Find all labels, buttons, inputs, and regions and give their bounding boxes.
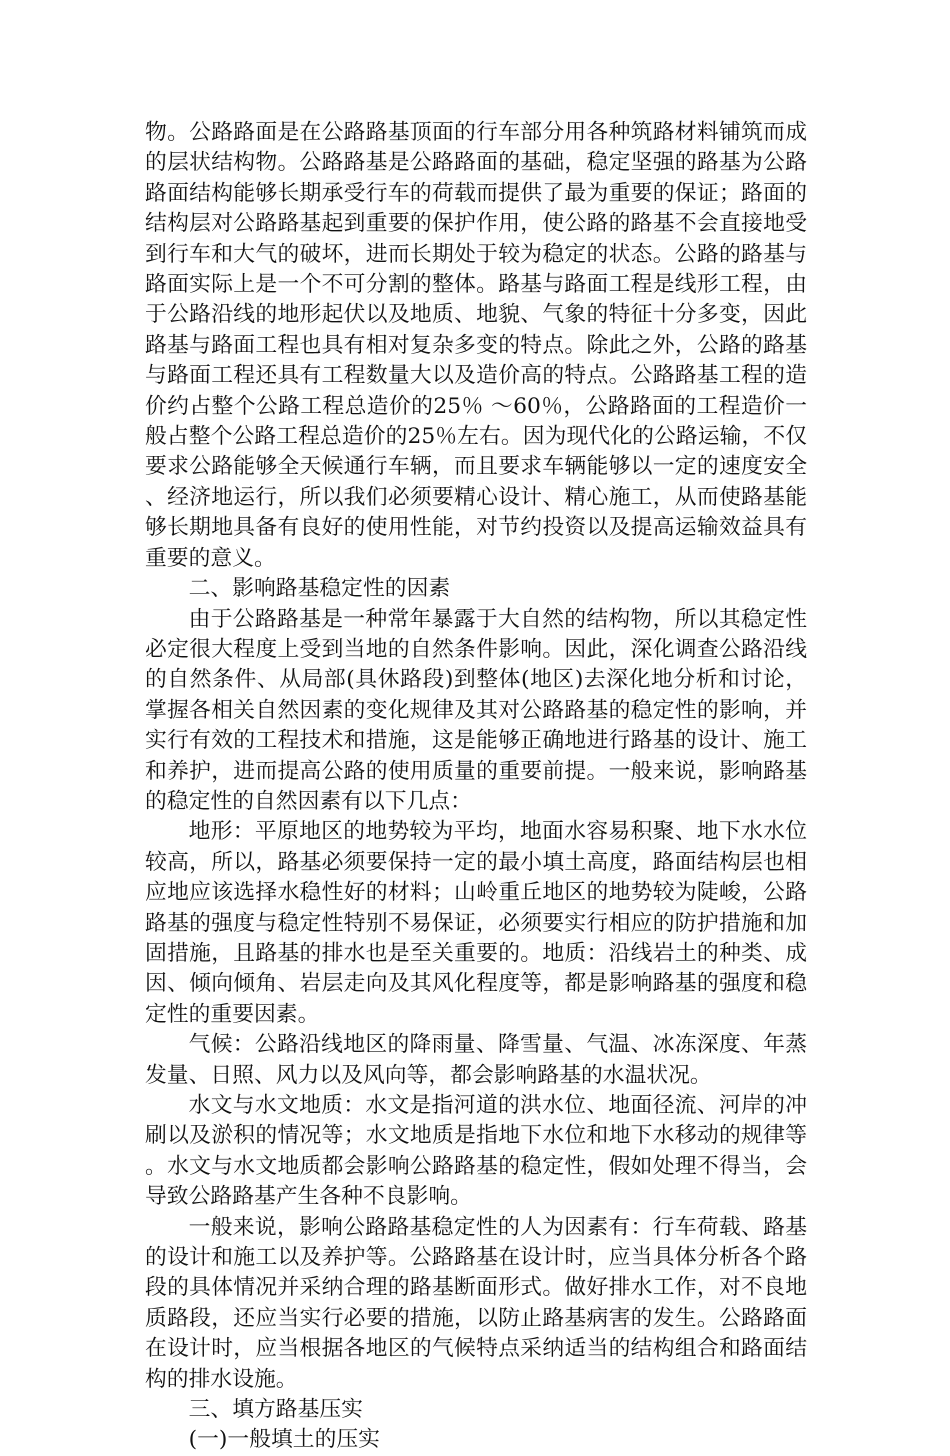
- section-heading-fill-compaction: 三、填方路基压实: [188, 1397, 363, 1423]
- paragraph-climate: 气候：公路沿线地区的降雨量、降雪量、气温、冰冻深度、年蒸发量、日照、风力以及风向等，都会影响路基的水温状况。: [145, 1032, 807, 1088]
- paragraph-hydrology: 水文与水文地质：水文是指河道的洪水位、地面径流、河岸的冲刷以及淤积的情况等；水文地质是指地下水位和地下水移动的规律等。水文与水文地质都会影响公路路基的稳定性，假如处理不得当，会导致公路路基产生各种不良影响。: [145, 1093, 807, 1210]
- paragraph-intro: 物。公路路面是在公路路基顶面的行车部分用各种筑路材料铺筑而成的层状结构物。公路路基是公路路面的基础，稳定坚强的路基为公路路面结构能够长期承受行车的荷载而提供了最为重要的保证；路面的结构层对公路路基起到重要的保护作用，使公路的路基不会直接地受到行车和大气的破坏，进而长期处于较为稳定的状态。公路的路基与路面实际上是一个不可分割的整体。路基与路面工程是线形工程，由于公路沿线的地形起伏以及地质、地貌、气象的特征十分多变，因此路基与路面工程也具有相对复杂多变的特点。除此之外，公路的路基与路面工程还具有工程数量大以及造价高的特点。公路路基工程的造价约占整个公路工程总造价的25％ ～60％，公路路面的工程造价一般占整个公路工程总造价的25％左右。因为现代化的公路运输，不仅要求公路能够全天候通行车辆，而且要求车辆能够以一定的速度安全、经济地运行，所以我们必须要精心设计、精心施工，从而使路基能够长期地具备有良好的使用性能，对节约投资以及提高运输效益具有重要的意义。: [145, 120, 807, 571]
- subsection-heading-general-fill: (一)一般填土的压实: [188, 1427, 380, 1453]
- paragraph-terrain-geology: 地形：平原地区的地势较为平均，地面水容易积聚、地下水水位较高，所以，路基必须要保持一定的最小填土高度，路面结构层也相应地应该选择水稳性好的材料；山岭重丘地区的地势较为陡峻，公路路基的强度与稳定性特别不易保证，必须要实行相应的防护措施和加固措施，且路基的排水也是至关重要的。地质：沿线岩土的种类、成因、倾向倾角、岩层走向及其风化程度等，都是影响路基的强度和稳定性的重要因素。: [145, 819, 807, 1027]
- document-page: [145, 118, 807, 1456]
- paragraph-human-factors: 一般来说，影响公路路基稳定性的人为因素有：行车荷载、路基的设计和施工以及养护等。公路路基在设计时，应当具体分析各个路段的具体情况并采纳合理的路基断面形式。做好排水工作，对不良地质路段，还应当实行必要的措施，以防止路基病害的发生。公路路面在设计时，应当根据各地区的气候特点采纳适当的结构组合和路面结构的排水设施。: [145, 1214, 807, 1392]
- paragraph-natural-conditions: 由于公路路基是一种常年暴露于大自然的结构物，所以其稳定性必定很大程度上受到当地的自然条件影响。因此，深化调查公路沿线的自然条件、从局部(具休路段)到整体(地区)去深化地分析和讨论，掌握各相关自然因素的变化规律及其对公路路基的稳定性的影响，并实行有效的工程技术和措施，这是能够正确地进行路基的设计、施工和养护，进而提高公路的使用质量的重要前提。一般来说，影响路基的稳定性的自然因素有以下几点：: [145, 606, 807, 814]
- section-heading-stability-factors: 二、影响路基稳定性的因素: [188, 576, 451, 602]
